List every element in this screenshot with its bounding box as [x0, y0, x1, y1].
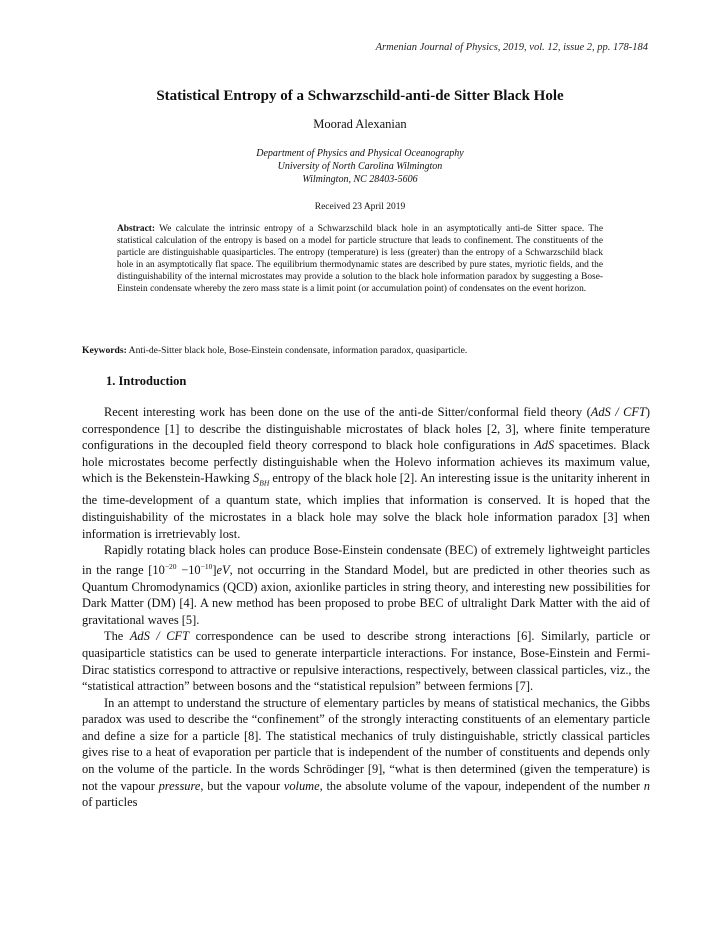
- text-run: Rapidly rotating black holes can produce Bose-Einstein condensate (BEC) of extremely lightweight particles in the range: [82, 543, 650, 577]
- body-text: [82, 404, 650, 811]
- paragraph-2: [82, 542, 650, 628]
- math-unit: eV: [216, 562, 230, 577]
- text-run: of particles: [82, 795, 138, 810]
- paragraph-3: [82, 628, 650, 694]
- paragraph-4: [82, 695, 650, 811]
- emphasis: volume: [283, 778, 320, 793]
- text-run: entropy of the black hole [2]. An interesting issue is the unitarity inherent in the time-development of a quantum state, which implies that information is conserved. It is hoped that the distinguishability of the microstates in a black hole may solve the black hole information paradox [3] when information is irretrievably lost.: [82, 471, 650, 541]
- math-exponent: −10: [200, 561, 213, 571]
- abstract: [117, 224, 603, 295]
- paper-title: Statistical Entropy of a Schwarzschild-anti-de Sitter Black Hole: [156, 88, 564, 104]
- keywords-text: Anti-de-Sitter black hole, Bose-Einstein condensate, information paradox, quasiparticle.: [126, 345, 468, 356]
- math-ads-cft: AdS / CFT: [129, 629, 190, 644]
- text-run: , the absolute volume of the vapour, independent of the number: [319, 778, 644, 793]
- abstract-label: Abstract:: [117, 224, 156, 234]
- text-run: Recent interesting work has been done on the use of the anti-de Sitter/conformal field theory (: [104, 405, 591, 419]
- journal-header: Armenian Journal of Physics, 2019, vol. 12, issue 2, pp. 178-184: [375, 42, 648, 53]
- text-run: The: [104, 629, 130, 644]
- emphasis: pressure: [158, 778, 201, 793]
- keywords-label: Keywords:: [82, 345, 127, 356]
- text-run: spacetimes. Black hole microstates become perfectly distinguishable when the Holevo information achieves its maximum value, which is the Bekenstein-Hawking: [82, 438, 650, 486]
- math-ads: AdS: [534, 438, 555, 453]
- math-exponent: −20: [164, 561, 177, 571]
- affiliation-department: Department of Physics and Physical Oceanography: [256, 148, 464, 159]
- text-run: , but the vapour: [200, 778, 284, 793]
- paragraph-1: [82, 404, 650, 542]
- text-run: correspondence can be used to describe strong interactions [6]. Similarly, particle or quasiparticle statistics can be used to generate interparticle interactions. For instance, Bose-Einstein and Fermi-Dirac statistics correspond to attractive or repulsive interactions, respectively, between classical particles, viz., the “statistical attraction” between bosons and the “statistical repulsion” between fermions [7].: [82, 629, 650, 694]
- abstract-text: We calculate the intrinsic entropy of a Schwarzschild black hole in an asymptotically anti-de Sitter space. The statistical calculation of the entropy is based on a model for particle structure that leads to confinement. The constituents of the particle are distinguishable quasiparticles. The entropy (temperature) is less (greater) than the entropy of a Schwarzschild black hole in an asymptotically flat space. The equilibrium thermodynamic states are described by pure states, myriotic fields, and the distinguishability of the internal microstates may provide a solution to the black hole information paradox by suggesting a Bose-Einstein condensate whereby the zero mass state is a limit point (or accumulation point) of condensates on the event horizon.: [117, 224, 603, 294]
- text-run: ) correspondence [1] to describe the distinguishable microstates of black holes [2, 3], where finite temperature configurations in the decoupled field theory correspond to black hole configurations in: [82, 405, 650, 453]
- affiliation-address: Wilmington, NC 28403-5606: [302, 174, 418, 185]
- affiliation: [0, 147, 720, 186]
- math-range-close: ]: [212, 562, 217, 577]
- math-ads-cft: AdS / CFT: [590, 405, 646, 419]
- received-date: Received 23 April 2019: [314, 202, 406, 212]
- author-name: Moorad Alexanian: [313, 117, 407, 131]
- math-range-mid: −10: [176, 562, 201, 577]
- affiliation-university: University of North Carolina Wilmington: [277, 161, 443, 172]
- math-subscript: BH: [259, 478, 270, 488]
- math-range-open: [10: [148, 562, 165, 577]
- text-run: , not occurring in the Standard Model, but are predicted in other theories such as Quantum Chromodynamics (QCD) axion, axionlike particles in string theory, and interesting new possibilities for Dark Matter (DM) [4]. A new method has been proposed to probe BEC of ultralight Dark Matter with the aid of gravitational waves [5].: [82, 562, 650, 627]
- math-entropy-symbol: S: [253, 471, 260, 486]
- math-n: n: [643, 778, 650, 793]
- keywords: [82, 345, 642, 356]
- text-run: In an attempt to understand the structure of elementary particles by means of statistical mechanics, the Gibbs paradox was used to describe the “confinement” of the strongly interacting constituents of an elementary particle and define a size for a particle [8]. The statistical mechanics of truly distinguishable, strictly classical particles gives rise to a heat of evaporation per particle that is independent of the number of constituents and depends only on the volume of the particle. In the words Schrödinger [9], “what is then determined (given the temperature) is not the vapour: [82, 695, 650, 793]
- section-heading-introduction: 1. Introduction: [106, 374, 187, 388]
